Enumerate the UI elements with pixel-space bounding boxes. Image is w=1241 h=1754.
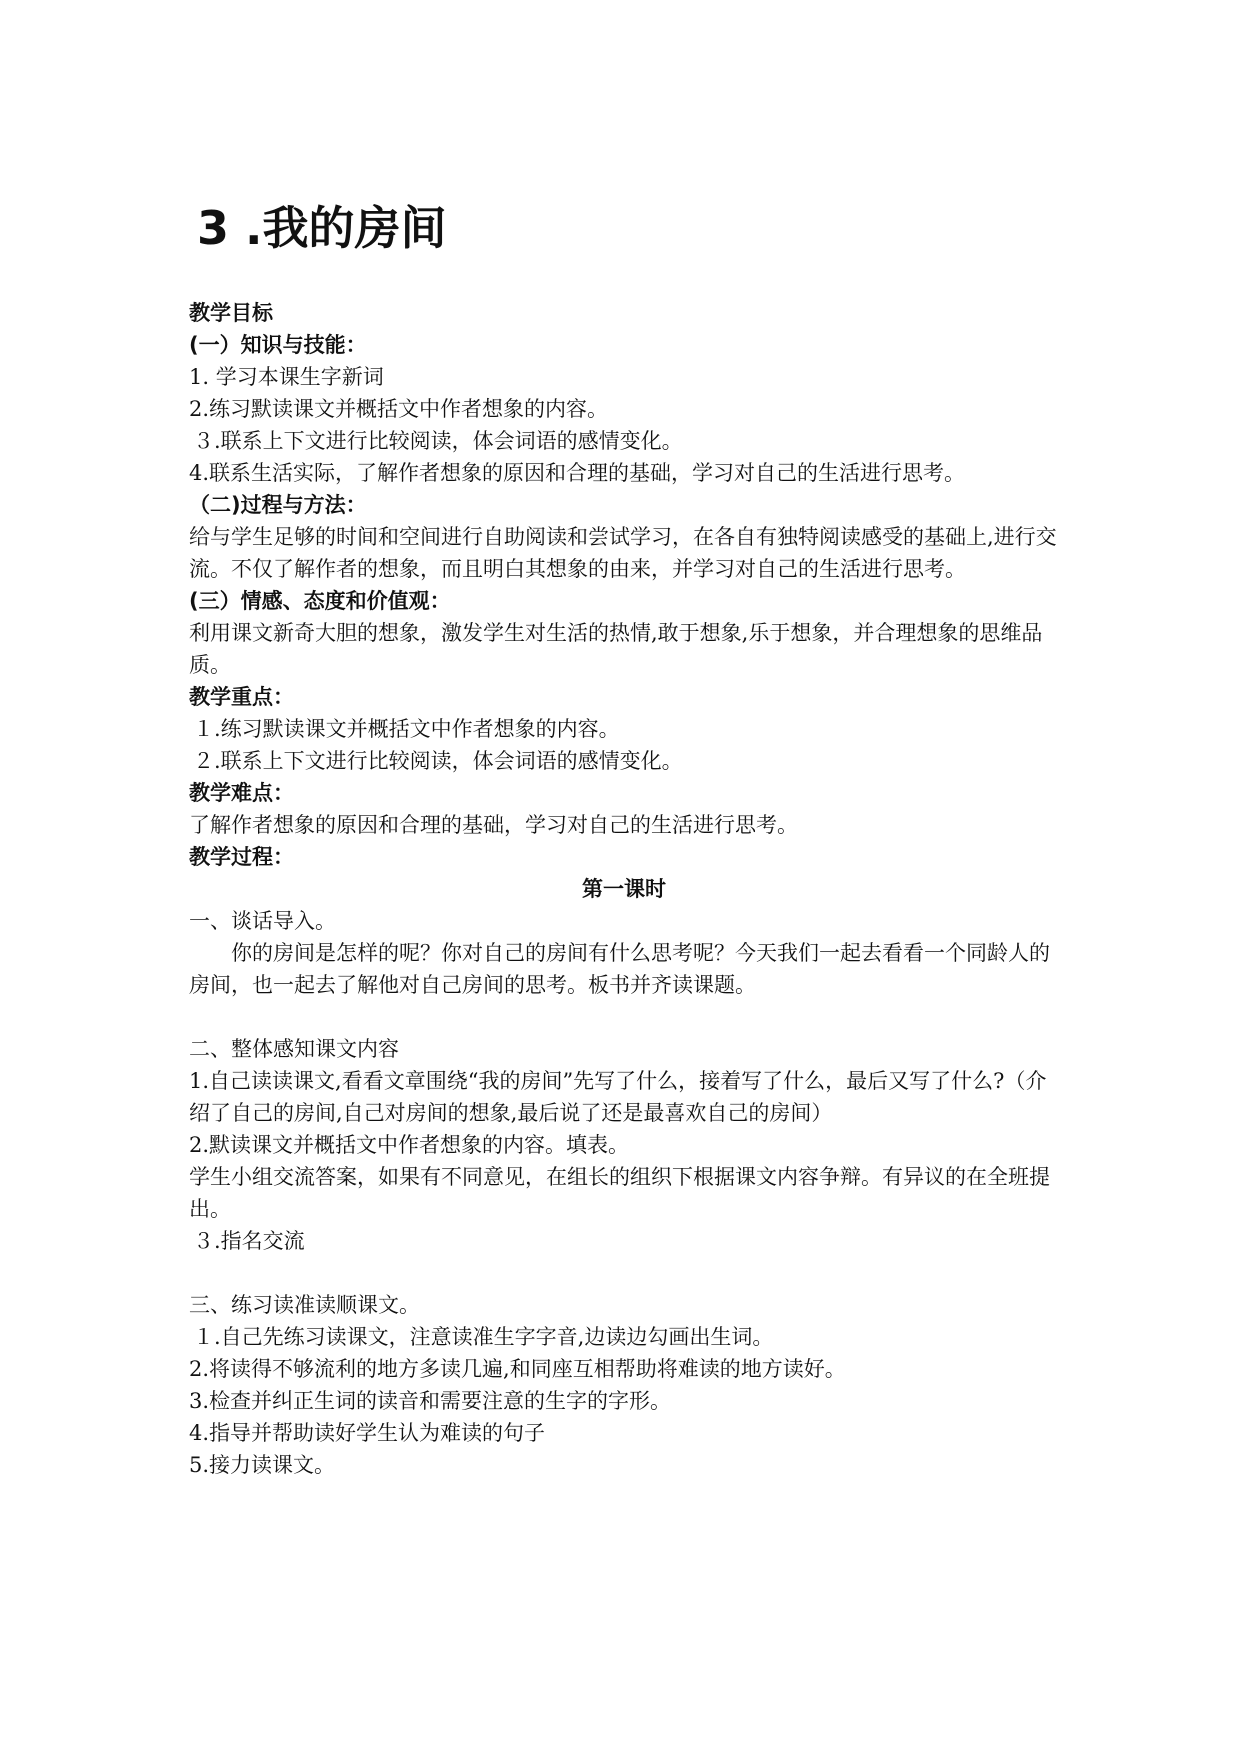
paragraph: 二、整体感知课文内容: [189, 1037, 399, 1061]
paragraph: 2.练习默读课文并概括文中作者想象的内容。: [189, 397, 609, 421]
paragraph: 4.指导并帮助读好学生认为难读的句子: [189, 1421, 546, 1445]
section-heading: (三）情感、态度和价值观：: [189, 589, 451, 613]
section-heading: 教学重点：: [189, 685, 294, 709]
lesson-heading: 第一课时: [582, 877, 666, 901]
document-body: [189, 297, 1059, 1481]
blank-line: [189, 1001, 1059, 1033]
paragraph: 5.接力读课文。: [189, 1453, 336, 1477]
paragraph: １.练习默读课文并概括文中作者想象的内容。: [193, 717, 620, 741]
section-heading: (一）知识与技能：: [189, 333, 367, 357]
paragraph: 2.将读得不够流利的地方多读几遍,和同座互相帮助将难读的地方读好。: [189, 1357, 846, 1381]
paragraph: ２.联系上下文进行比较阅读，体会词语的感情变化。: [193, 749, 683, 773]
paragraph: 3.检查并纠正生词的读音和需要注意的生字的字形。: [189, 1389, 672, 1413]
paragraph: 学生小组交流答案，如果有不同意见，在组长的组织下根据课文内容争辩。有异议的在全班提出。: [189, 1165, 1050, 1221]
paragraph: 2.默读课文并概括文中作者想象的内容。填表。: [189, 1133, 630, 1157]
section-heading: 教学难点：: [189, 781, 294, 805]
paragraph: ３.指名交流: [193, 1229, 305, 1253]
paragraph: 你的房间是怎样的呢？你对自己的房间有什么思考呢？今天我们一起去看看一个同龄人的房间，也一起去了解他对自己房间的思考。板书并齐读课题。: [189, 941, 1050, 997]
paragraph: 了解作者想象的原因和合理的基础，学习对自己的生活进行思考。: [189, 813, 798, 837]
blank-line: [189, 1257, 1059, 1289]
paragraph: ３.联系上下文进行比较阅读，体会词语的感情变化。: [193, 429, 683, 453]
section-heading: （二)过程与方法：: [189, 493, 367, 517]
paragraph: 1.自己读读课文,看看文章围绕“我的房间”先写了什么，接着写了什么，最后又写了什么?（介绍了自己的房间,自己对房间的想象,最后说了还是最喜欢自己的房间）: [189, 1069, 1047, 1125]
section-heading: 教学目标: [189, 301, 273, 325]
paragraph: 1. 学习本课生字新词: [189, 365, 384, 389]
document-title: 3 .我的房间: [197, 201, 447, 255]
paragraph: 一、谈话导入。: [189, 909, 336, 933]
paragraph: 三、练习读准读顺课文。: [189, 1293, 420, 1317]
paragraph: 利用课文新奇大胆的想象，激发学生对生活的热情,敢于想象,乐于想象，并合理想象的思维品质。: [189, 621, 1043, 677]
paragraph: 4.联系生活实际，了解作者想象的原因和合理的基础，学习对自己的生活进行思考。: [189, 461, 966, 485]
paragraph: １.自己先练习读课文，注意读准生字字音,边读边勾画出生词。: [193, 1325, 774, 1349]
paragraph: 给与学生足够的时间和空间进行自助阅读和尝试学习，在各自有独特阅读感受的基础上,进行交流。不仅了解作者的想象，而且明白其想象的由来，并学习对自己的生活进行思考。: [189, 525, 1057, 581]
section-heading: 教学过程：: [189, 845, 294, 869]
